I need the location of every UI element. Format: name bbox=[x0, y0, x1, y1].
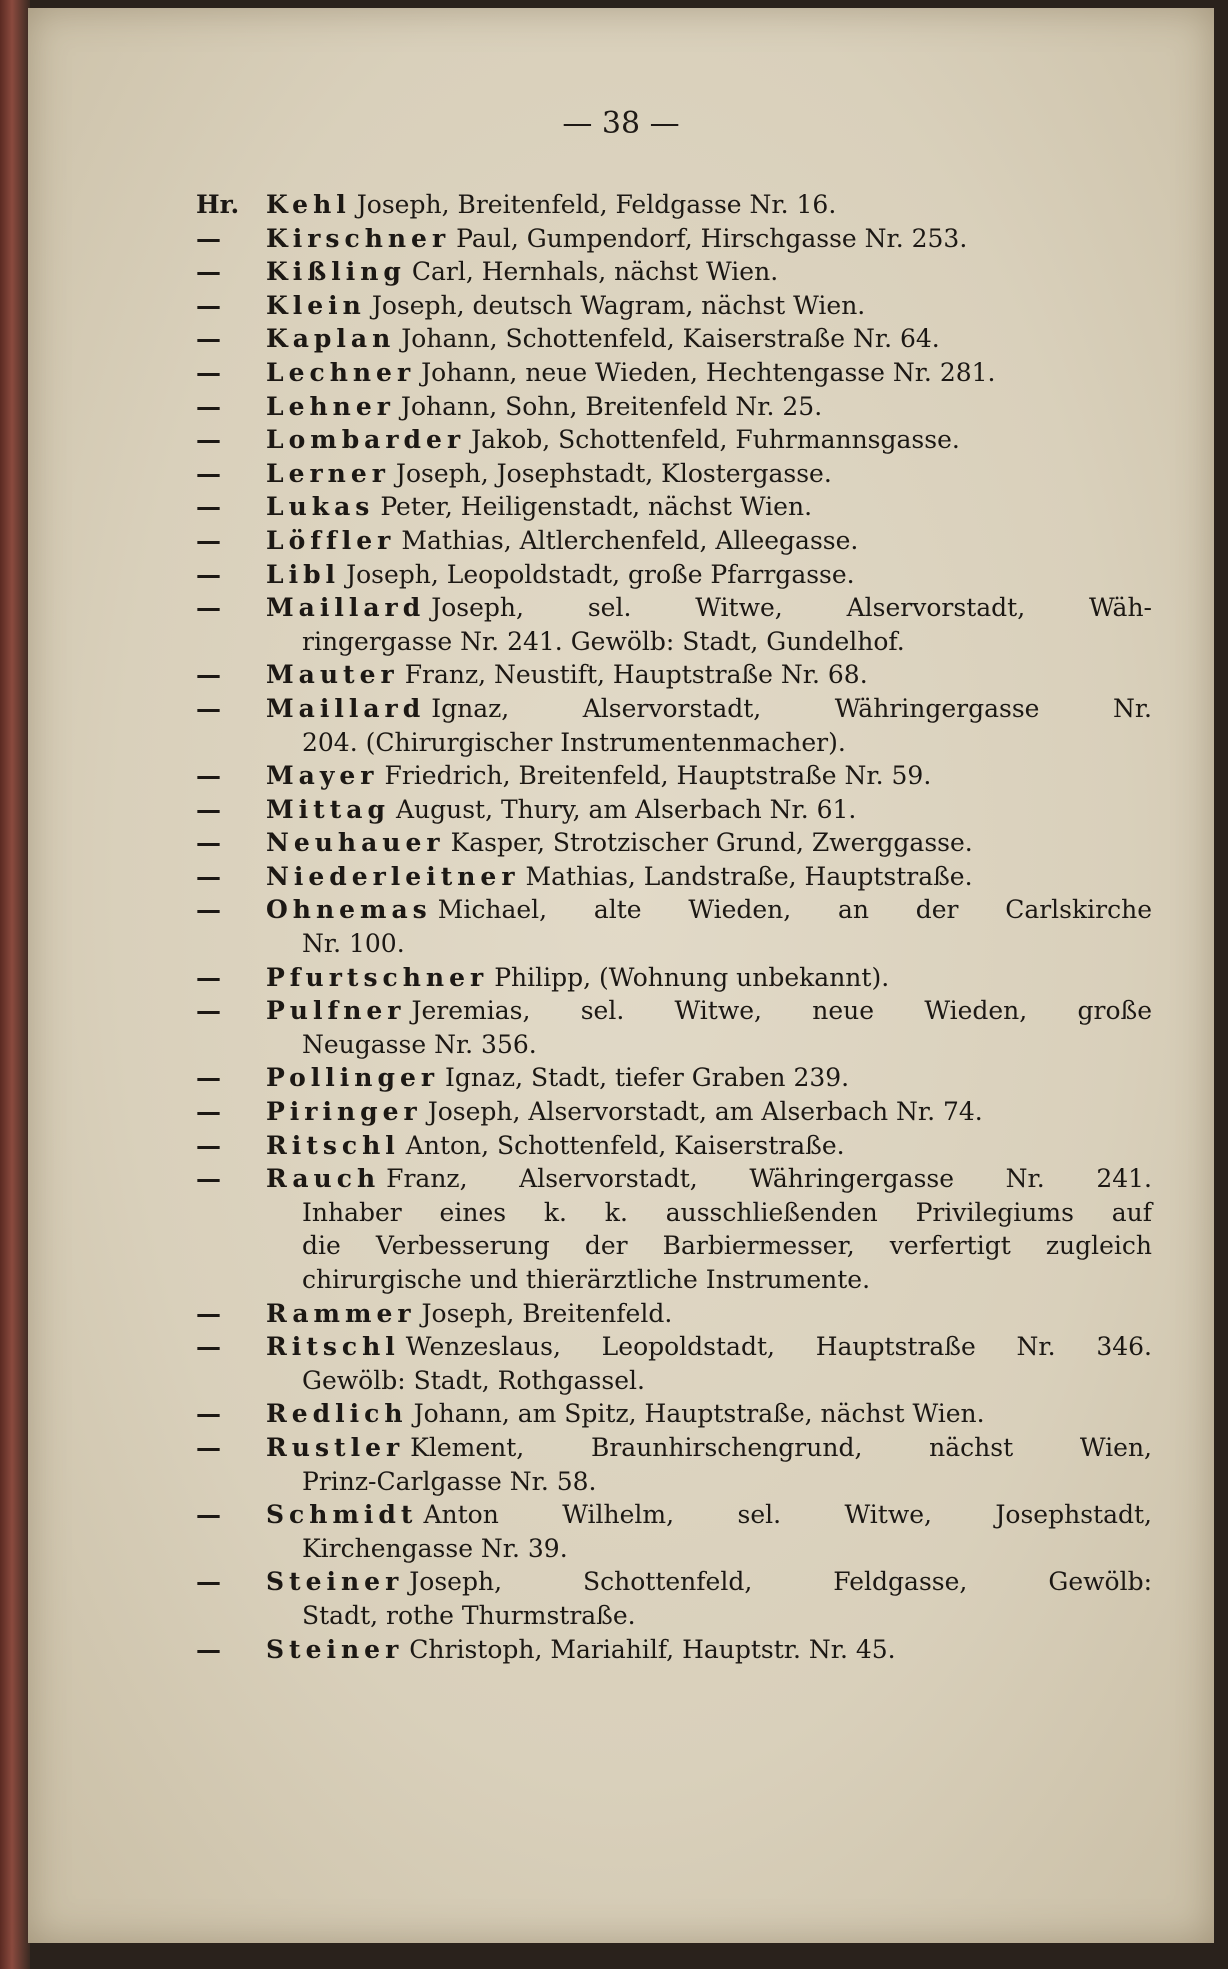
entry-prefix: — bbox=[196, 223, 221, 253]
entry-surname: Rauch bbox=[266, 1164, 381, 1194]
entry-details: Jeremias, sel. Witwe, neue Wieden, große bbox=[411, 996, 1152, 1026]
entry-prefix: — bbox=[196, 425, 221, 455]
entry-details: Joseph, Alservorstadt, am Alserbach Nr. 74. bbox=[427, 1097, 983, 1127]
entry-details: Franz, Neustift, Hauptstraße Nr. 68. bbox=[404, 660, 868, 690]
entry-surname: Lombarder bbox=[266, 425, 466, 455]
entry-line bbox=[196, 1129, 1152, 1163]
entry-prefix: — bbox=[196, 593, 221, 623]
entry-line bbox=[196, 1498, 1152, 1532]
entry-line bbox=[196, 826, 1152, 860]
entry-prefix: — bbox=[196, 391, 221, 421]
entry-line bbox=[196, 658, 1152, 692]
entry-line bbox=[196, 1330, 1152, 1364]
entry-line bbox=[196, 1162, 1152, 1196]
entry-details: Philipp, (Wohnung unbekannt). bbox=[494, 962, 890, 992]
entry-details: Joseph, deutsch Wagram, nächst Wien. bbox=[371, 290, 866, 320]
entry-line bbox=[196, 1061, 1152, 1095]
directory-entries bbox=[196, 188, 1152, 1666]
entry-details: Joseph, Breitenfeld, Feldgasse Nr. 16. bbox=[356, 190, 837, 219]
entry-prefix: — bbox=[196, 1432, 221, 1462]
entry-details: Carl, Hernhals, nächst Wien. bbox=[411, 257, 779, 287]
entry-prefix: — bbox=[196, 996, 221, 1026]
entry-surname: Lerner bbox=[266, 458, 390, 488]
entry-details: Johann, Sohn, Breitenfeld Nr. 25. bbox=[400, 391, 823, 421]
entry-details: Joseph, Breitenfeld. bbox=[421, 1298, 673, 1328]
entry-surname: Steiner bbox=[266, 1567, 404, 1597]
entry-prefix: — bbox=[196, 1164, 221, 1194]
entry-line bbox=[196, 322, 1152, 356]
entry-surname: Schmidt bbox=[266, 1500, 418, 1530]
entry-continuation-line: Inhaber eines k. k. ausschließenden Privilegiums auf bbox=[302, 1197, 1152, 1227]
entry-prefix: — bbox=[196, 559, 221, 589]
entry-prefix: — bbox=[196, 1634, 221, 1664]
entry-prefix: — bbox=[196, 458, 221, 488]
entry-line bbox=[196, 423, 1152, 457]
entry-surname: Kehl bbox=[266, 190, 351, 219]
entry-continuation-line: ringergasse Nr. 241. Gewölb: Stadt, Gundelhof. bbox=[302, 626, 905, 656]
entry-line bbox=[196, 490, 1152, 524]
entry-prefix: — bbox=[196, 492, 221, 522]
entry-details: Michael, alte Wieden, an der Carlskirche bbox=[437, 895, 1152, 925]
entry-prefix: — bbox=[196, 357, 221, 387]
entry-surname: Ohnemas bbox=[266, 895, 432, 925]
entry-line bbox=[196, 390, 1152, 424]
entry-line bbox=[196, 558, 1152, 592]
entry-prefix: — bbox=[196, 525, 221, 555]
entry-prefix: — bbox=[196, 1399, 221, 1429]
entry-continuation-line: Prinz-Carlgasse Nr. 58. bbox=[302, 1466, 597, 1496]
entry-prefix: — bbox=[196, 1332, 221, 1362]
entry-surname: Ritschl bbox=[266, 1332, 400, 1362]
entry-continuation-line: die Verbesserung der Barbiermesser, verfertigt zugleich bbox=[302, 1231, 1152, 1261]
entry-details: Joseph, Josephstadt, Klostergasse. bbox=[395, 458, 832, 488]
entry-line bbox=[196, 524, 1152, 558]
entry-line bbox=[196, 961, 1152, 995]
entry-surname: Pollinger bbox=[266, 1063, 440, 1093]
page-number: — 38 — bbox=[562, 106, 680, 141]
entry-prefix: — bbox=[196, 1298, 221, 1328]
entry-line bbox=[196, 692, 1152, 726]
entry-prefix: — bbox=[196, 794, 221, 824]
entry-details: Joseph, Leopoldstadt, große Pfarrgasse. bbox=[346, 559, 855, 589]
book-page bbox=[28, 8, 1214, 1943]
entry-line bbox=[196, 1565, 1152, 1599]
entry-line bbox=[196, 591, 1152, 625]
entry-surname: Piringer bbox=[266, 1097, 422, 1127]
entry-prefix: — bbox=[196, 1097, 221, 1127]
entry-surname: Kißling bbox=[266, 257, 406, 287]
entry-surname: Mayer bbox=[266, 761, 379, 791]
entry-surname: Ritschl bbox=[266, 1130, 400, 1160]
entry-details: Friedrich, Breitenfeld, Hauptstraße Nr. 59. bbox=[384, 761, 932, 791]
entry-line bbox=[196, 255, 1152, 289]
entry-surname: Mittag bbox=[266, 794, 390, 824]
entry-continuation-line: Nr. 100. bbox=[302, 929, 405, 959]
entry-surname: Steiner bbox=[266, 1634, 404, 1664]
entry-details: Johann, neue Wieden, Hechtengasse Nr. 281. bbox=[421, 357, 996, 387]
entry-details: Johann, Schottenfeld, Kaiserstraße Nr. 64. bbox=[401, 324, 940, 354]
entry-continuation-line: Stadt, rothe Thurmstraße. bbox=[302, 1600, 636, 1630]
entry-surname: Mauter bbox=[266, 660, 399, 690]
entry-surname: Maillard bbox=[266, 693, 426, 723]
entry-prefix: — bbox=[196, 895, 221, 925]
entry-prefix: — bbox=[196, 1063, 221, 1093]
entry-surname: Lechner bbox=[266, 357, 416, 387]
entry-details: Peter, Heiligenstadt, nächst Wien. bbox=[380, 492, 813, 522]
entry-line bbox=[196, 1397, 1152, 1431]
entry-details: Wenzeslaus, Leopoldstadt, Hauptstraße Nr. 346. bbox=[405, 1332, 1152, 1362]
entry-line bbox=[196, 793, 1152, 827]
entry-details: Jakob, Schottenfeld, Fuhrmannsgasse. bbox=[471, 425, 960, 455]
entry-details: Johann, am Spitz, Hauptstraße, nächst Wien. bbox=[413, 1399, 985, 1429]
entry-continuation-line: chirurgische und thierärztliche Instrumente. bbox=[302, 1265, 871, 1294]
entry-details: Kasper, Strotzischer Grund, Zwerggasse. bbox=[450, 828, 973, 858]
entry-prefix: — bbox=[196, 324, 221, 354]
entry-surname: Kirschner bbox=[266, 223, 451, 253]
entry-prefix: — bbox=[196, 1130, 221, 1160]
entry-line bbox=[196, 1095, 1152, 1129]
entry-details: Anton, Schottenfeld, Kaiserstraße. bbox=[405, 1130, 845, 1160]
entry-prefix: — bbox=[196, 761, 221, 791]
entry-details: Klement, Braunhirschengrund, nächst Wien, bbox=[410, 1432, 1152, 1462]
entry-continuation-line: Gewölb: Stadt, Rothgassel. bbox=[302, 1365, 645, 1395]
entry-surname: Klein bbox=[266, 290, 366, 320]
entry-line bbox=[196, 994, 1152, 1028]
entry-prefix: — bbox=[196, 861, 221, 891]
entry-prefix: — bbox=[196, 693, 221, 723]
entry-line bbox=[196, 188, 1152, 222]
entry-prefix: — bbox=[196, 290, 221, 320]
entry-surname: Kaplan bbox=[266, 324, 396, 354]
book-binding-edge bbox=[0, 0, 30, 1969]
entry-prefix: Hr. bbox=[196, 190, 240, 219]
entry-surname: Libl bbox=[266, 559, 341, 589]
entry-surname: Neuhauer bbox=[266, 828, 445, 858]
entry-prefix: — bbox=[196, 828, 221, 858]
entry-surname: Redlich bbox=[266, 1399, 408, 1429]
entry-details: Joseph, sel. Witwe, Alservorstadt, Wäh- bbox=[431, 593, 1152, 623]
entry-prefix: — bbox=[196, 962, 221, 992]
entry-prefix: — bbox=[196, 660, 221, 690]
entry-line bbox=[196, 356, 1152, 390]
entry-line bbox=[196, 289, 1152, 323]
entry-prefix: — bbox=[196, 257, 221, 287]
entry-details: Ignaz, Stadt, tiefer Graben 239. bbox=[445, 1063, 850, 1093]
entry-line bbox=[196, 1633, 1152, 1667]
entry-details: Franz, Alservorstadt, Währingergasse Nr. 241. bbox=[386, 1164, 1152, 1194]
entry-details: Christoph, Mariahilf, Hauptstr. Nr. 45. bbox=[409, 1634, 896, 1664]
entry-prefix: — bbox=[196, 1500, 221, 1530]
entry-line bbox=[196, 457, 1152, 491]
entry-prefix: — bbox=[196, 1567, 221, 1597]
entry-line bbox=[196, 1297, 1152, 1331]
entry-details: August, Thury, am Alserbach Nr. 61. bbox=[395, 794, 857, 824]
entry-surname: Rustler bbox=[266, 1432, 405, 1462]
entry-surname: Maillard bbox=[266, 593, 426, 623]
entry-continuation-line: Neugasse Nr. 356. bbox=[302, 1029, 537, 1059]
entry-surname: Löffler bbox=[266, 525, 396, 555]
entry-details: Joseph, Schottenfeld, Feldgasse, Gewölb: bbox=[409, 1567, 1152, 1597]
entry-line bbox=[196, 860, 1152, 894]
entry-surname: Pfurtschner bbox=[266, 962, 489, 992]
entry-line bbox=[196, 893, 1152, 927]
entry-surname: Niederleitner bbox=[266, 861, 520, 891]
entry-surname: Pulfner bbox=[266, 996, 406, 1026]
entry-continuation-line: 204. (Chirurgischer Instrumentenmacher). bbox=[302, 727, 846, 757]
entry-line bbox=[196, 1431, 1152, 1465]
entry-line bbox=[196, 222, 1152, 256]
entry-continuation-line: Kirchengasse Nr. 39. bbox=[302, 1533, 568, 1563]
entry-details: Mathias, Landstraße, Hauptstraße. bbox=[525, 861, 973, 891]
entry-details: Ignaz, Alservorstadt, Währingergasse Nr. bbox=[431, 693, 1152, 723]
entry-details: Anton Wilhelm, sel. Witwe, Josephstadt, bbox=[423, 1500, 1152, 1530]
entry-surname: Rammer bbox=[266, 1298, 416, 1328]
entry-details: Paul, Gumpendorf, Hirschgasse Nr. 253. bbox=[456, 223, 968, 253]
entry-details: Mathias, Altlerchenfeld, Alleegasse. bbox=[401, 525, 859, 555]
entry-surname: Lehner bbox=[266, 391, 395, 421]
entry-surname: Lukas bbox=[266, 492, 375, 522]
entry-line bbox=[196, 759, 1152, 793]
